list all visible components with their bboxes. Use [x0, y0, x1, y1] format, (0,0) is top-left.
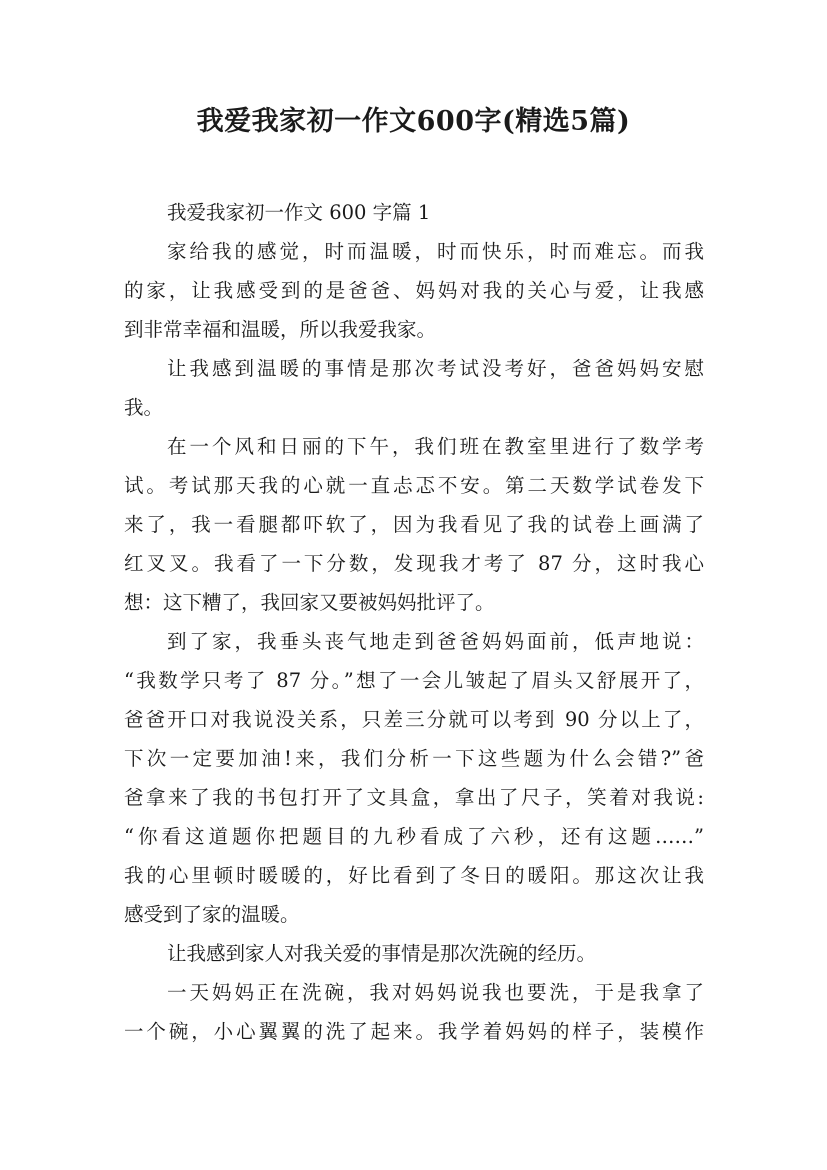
text-line: 让我感到温暖的事情是那次考试没考好，爸爸妈妈安慰 — [167, 357, 704, 380]
text-line: 让我感到家人对我关爱的事情是那次洗碗的经历。 — [167, 942, 597, 965]
text-line: “你看这道题你把题目的九秒看成了六秒，还有这题……” — [124, 825, 704, 848]
text-line: 一天妈妈正在洗碗，我对妈妈说我也要洗，于是我拿了 — [167, 981, 704, 1004]
text-line: 一个碗，小心翼翼的洗了起来。我学着妈妈的样子，装模作 — [124, 1020, 704, 1043]
document-body — [124, 193, 704, 1051]
text-line: 家给我的感觉，时而温暖，时而快乐，时而难忘。而我 — [167, 240, 704, 263]
text-line: 在一个风和日丽的下午，我们班在教室里进行了数学考 — [167, 435, 704, 458]
text-line: 试。考试那天我的心就一直忐忑不安。第二天数学试卷发下 — [124, 474, 704, 497]
document-title: 我爱我家初一作文600字(精选5篇) — [196, 106, 631, 137]
text-line: 想：这下糟了，我回家又要被妈妈批评了。 — [124, 591, 495, 614]
text-line: 下次一定要加油!来，我们分析一下这些题为什么会错?”爸 — [124, 747, 704, 770]
text-line: 我。 — [124, 396, 164, 419]
text-line: 爸爸开口对我说没关系，只差三分就可以考到 90 分以上了， — [124, 708, 704, 731]
text-line: 感受到了家的温暖。 — [124, 903, 300, 926]
text-line: 到了家，我垂头丧气地走到爸爸妈妈面前，低声地说： — [167, 630, 704, 653]
text-line: 我爱我家初一作文 600 字篇 1 — [167, 201, 431, 224]
text-line: 我的心里顿时暖暖的，好比看到了冬日的暖阳。那这次让我 — [124, 864, 704, 887]
text-line: 来了，我一看腿都吓软了，因为我看见了我的试卷上画满了 — [124, 513, 704, 536]
text-line: 到非常幸福和温暖，所以我爱我家。 — [124, 318, 437, 341]
text-line: 红叉叉。我看了一下分数，发现我才考了 87 分，这时我心 — [124, 552, 704, 575]
text-line: “我数学只考了 87 分。”想了一会儿皱起了眉头又舒展开了， — [124, 669, 704, 692]
text-line: 的家，让我感受到的是爸爸、妈妈对我的关心与爱，让我感 — [124, 279, 704, 302]
text-line: 爸拿来了我的书包打开了文具盒，拿出了尺子，笑着对我说: — [124, 786, 704, 809]
